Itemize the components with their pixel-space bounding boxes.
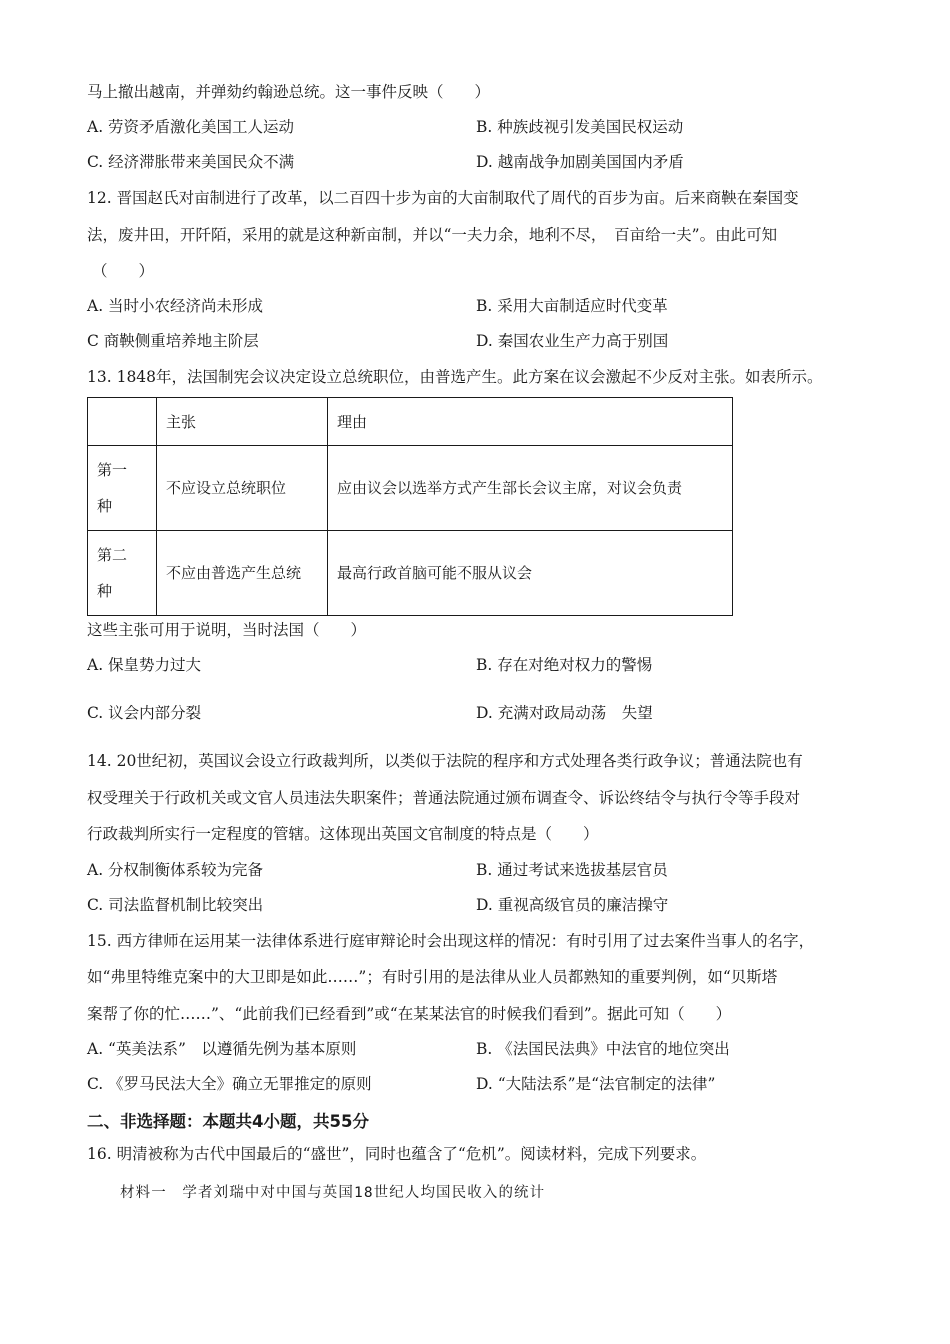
q11-stem-tail: 马上撤出越南，并弹劾约翰逊总统。这一事件反映（ ） — [87, 83, 491, 101]
q14-option-a: A. 分权制衡体系较为完备 — [87, 861, 264, 879]
q11-option-c: C. 经济滞胀带来美国民众不满 — [87, 153, 295, 171]
kind-line2: 种 — [97, 582, 113, 600]
table-row — [88, 531, 733, 616]
q16-material1-caption: 材料一 学者刘瑞中对中国与英国18世纪人均国民收入的统计 — [120, 1185, 546, 1201]
table-header-cell: 主张 — [157, 398, 328, 446]
q12-option-a: A. 当时小农经济尚未形成 — [87, 297, 264, 315]
section-heading: 二、非选择题：本题共4小题，共55分 — [87, 1112, 369, 1131]
table-cell-kind — [88, 446, 157, 531]
kind-line2: 种 — [97, 497, 113, 515]
q16-stem: 16. 明清被称为古代中国最后的“盛世”，同时也蕴含了“危机”。阅读材料，完成下列要求。 — [87, 1145, 707, 1163]
kind-line1: 第二 — [97, 546, 128, 564]
table-header-cell: 理由 — [328, 398, 733, 446]
table-cell-claim: 不应由普选产生总统 — [157, 531, 328, 616]
q12-option-b: B. 采用大亩制适应时代变革 — [476, 297, 668, 315]
table-cell-kind — [88, 531, 157, 616]
q15-option-a: A. “英美法系” 以遵循先例为基本原则 — [87, 1040, 357, 1058]
q13-option-b: B. 存在对绝对权力的警惕 — [476, 656, 653, 674]
q14-stem-line2: 权受理关于行政机关或文官人员违法失职案件；普通法院通过颁布调查令、诉讼终结令与执行令等手段对 — [87, 789, 801, 807]
q15-stem-line1: 15. 西方律师在运用某一法律体系进行庭审辩论时会出现这样的情况：有时引用了过去案件当事人的名字， — [87, 932, 815, 950]
q15-stem-line2: 如“弗里特维克案中的大卫即是如此……”；有时引用的是法律从业人员都熟知的重要判例，如“贝斯塔 — [87, 968, 778, 986]
q14-option-d: D. 重视高级官员的廉洁操守 — [476, 896, 669, 914]
q12-option-d: D. 秦国农业生产力高于别国 — [476, 332, 669, 350]
q13-stem: 13. 1848年，法国制宪会议决定设立总统职位，由普选产生。此方案在议会激起不少反对主张。如表所示。 — [87, 368, 823, 386]
table-cell-claim: 不应设立总统职位 — [157, 446, 328, 531]
kind-line1: 第一 — [97, 461, 128, 479]
table-cell-reason: 应由议会以选举方式产生部长会议主席，对议会负责 — [328, 446, 733, 531]
q13-option-d: D. 充满对政局动荡 失望 — [476, 704, 653, 722]
q13-after-table: 这些主张可用于说明，当时法国（ ） — [87, 621, 367, 639]
q15-option-d: D. “大陆法系”是“法官制定的法律” — [476, 1075, 716, 1093]
q14-option-c: C. 司法监督机制比较突出 — [87, 896, 264, 914]
table-header-cell — [88, 398, 157, 446]
q12-stem-line2: 法，废井田，开阡陌，采用的就是这种新亩制，并以“一夫力余，地利不尽， 百亩给一夫”。由此可知 — [87, 226, 778, 244]
q13-option-a: A. 保皇势力过大 — [87, 656, 202, 674]
table-cell-reason: 最高行政首脑可能不服从议会 — [328, 531, 733, 616]
q13-table — [87, 397, 733, 616]
q11-option-a: A. 劳资矛盾激化美国工人运动 — [87, 118, 295, 136]
q11-option-b: B. 种族歧视引发美国民权运动 — [476, 118, 684, 136]
table-header-row — [88, 398, 733, 446]
table-row — [88, 446, 733, 531]
q15-stem-line3: 案帮了你的忙……”、“此前我们已经看到”或“在某某法官的时候我们看到”。据此可知（ ） — [87, 1005, 732, 1023]
q12-option-c: C 商鞅侧重培养地主阶层 — [87, 332, 259, 350]
q12-stem-line1: 12. 晋国赵氏对亩制进行了改革，以二百四十步为亩的大亩制取代了周代的百步为亩。后来商鞅在秦国变 — [87, 189, 799, 207]
q15-option-c: C. 《罗马民法大全》确立无罪推定的原则 — [87, 1075, 372, 1093]
q14-stem-line3: 行政裁判所实行一定程度的管辖。这体现出英国文官制度的特点是（ ） — [87, 825, 599, 843]
q12-stem-line3: （ ） — [92, 262, 155, 280]
q14-option-b: B. 通过考试来选拔基层官员 — [476, 861, 668, 879]
q14-stem-line1: 14. 20世纪初，英国议会设立行政裁判所，以类似于法院的程序和方式处理各类行政争议；普通法院也有 — [87, 752, 803, 770]
q13-option-c: C. 议会内部分裂 — [87, 704, 202, 722]
q15-option-b: B. 《法国民法典》中法官的地位突出 — [476, 1040, 730, 1058]
q11-option-d: D. 越南战争加剧美国国内矛盾 — [476, 153, 684, 171]
